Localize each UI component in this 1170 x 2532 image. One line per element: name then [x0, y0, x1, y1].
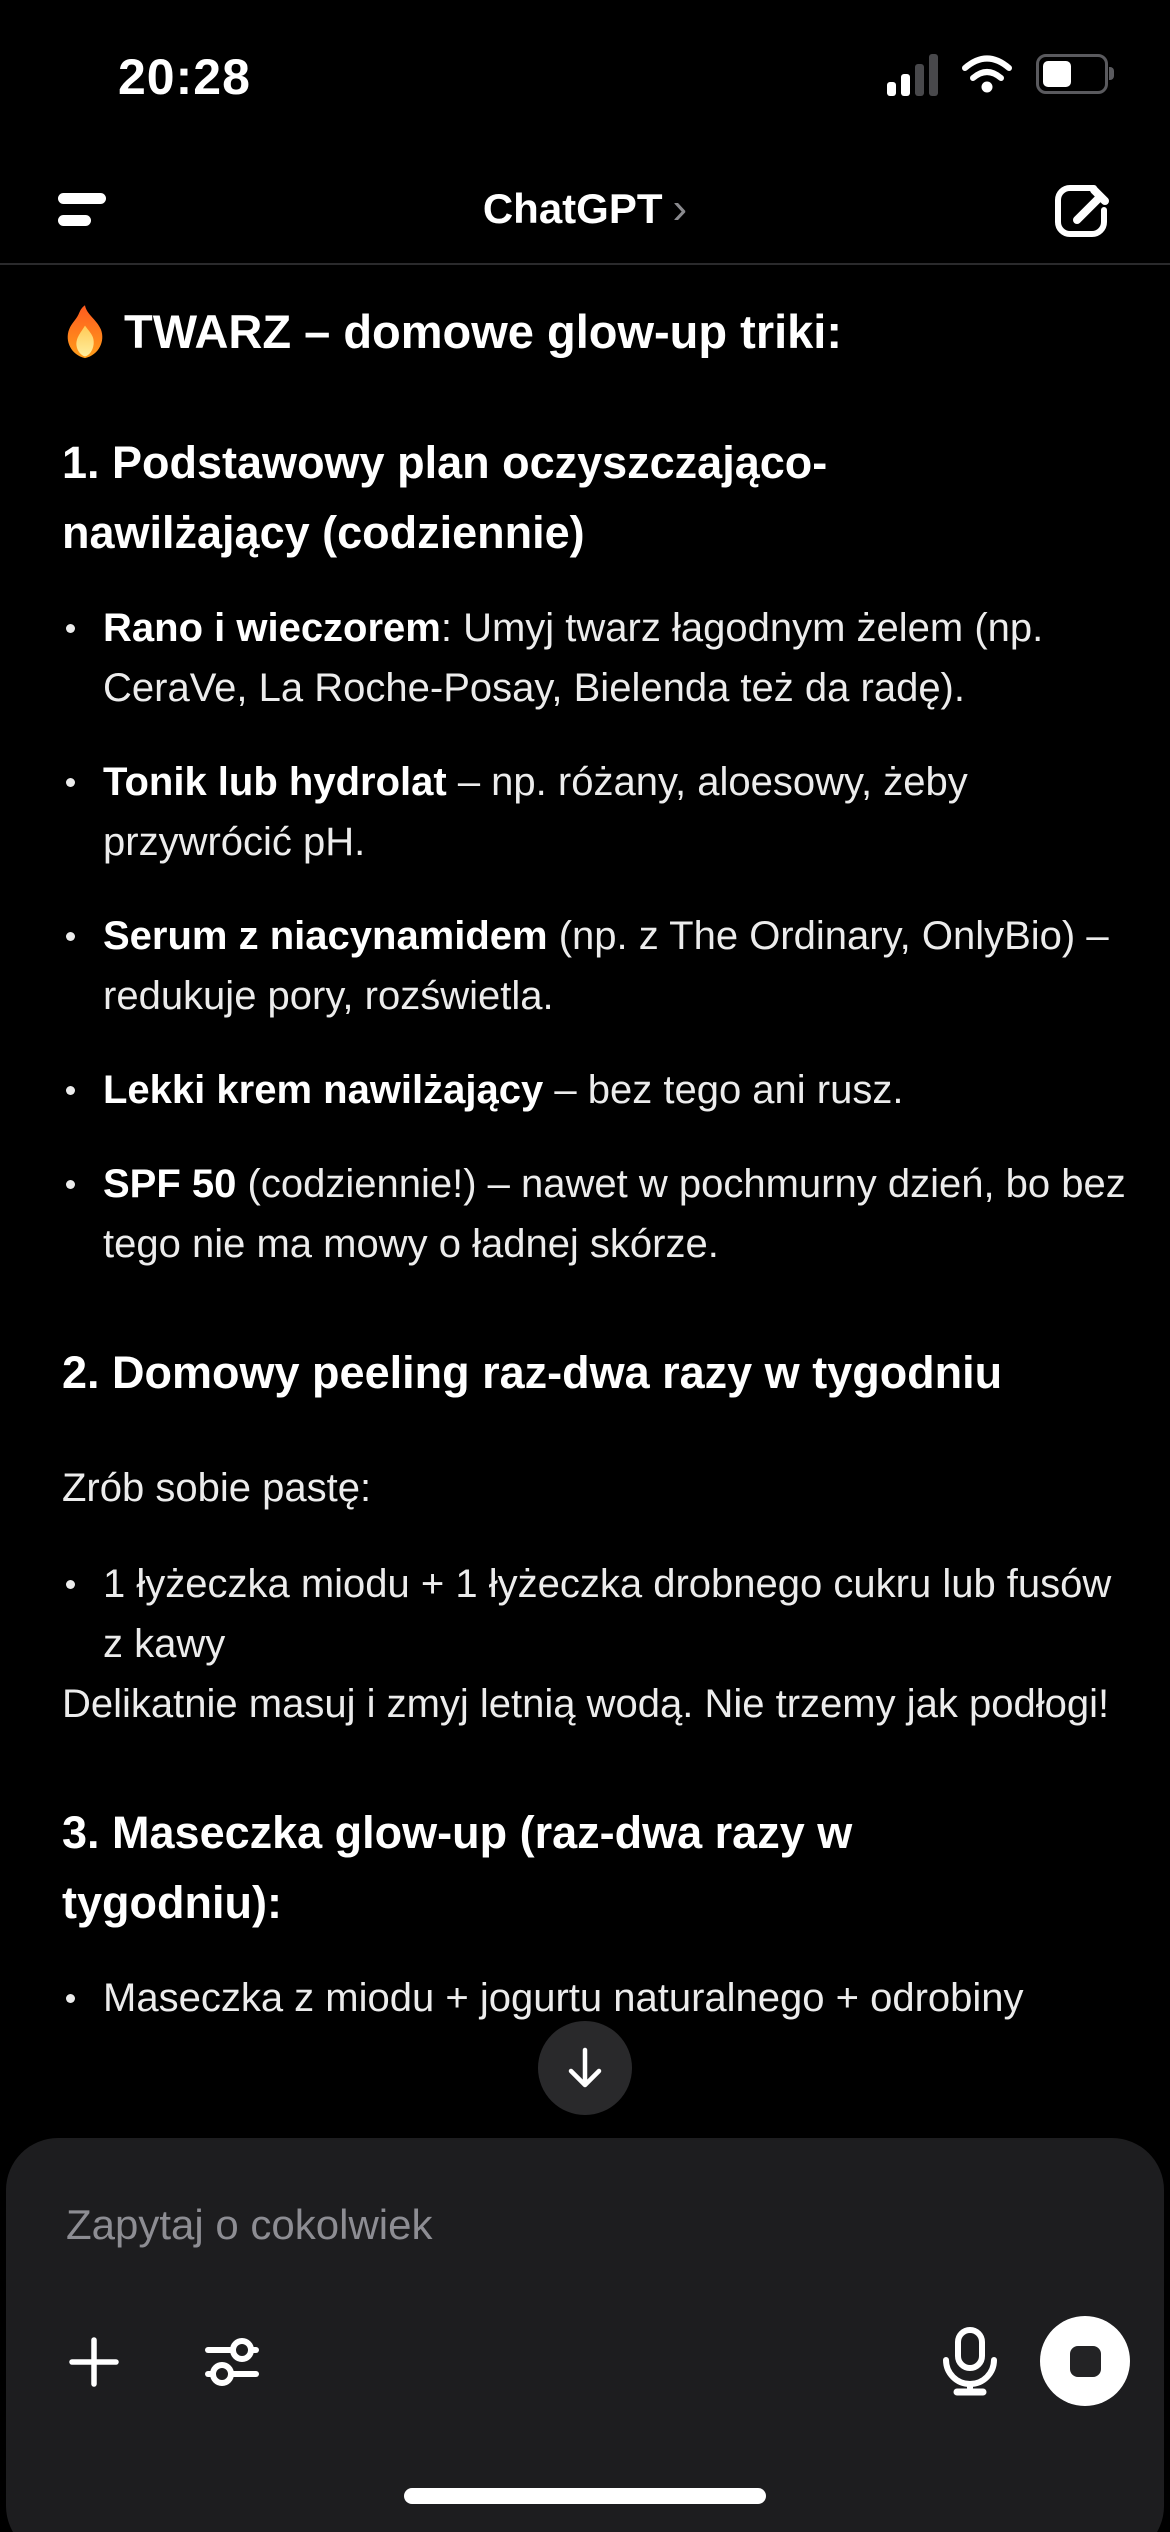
arrow-down-icon — [563, 2044, 607, 2092]
app-header — [0, 130, 1170, 265]
clock: 20:28 — [118, 49, 251, 105]
list-item: SPF 50 (codziennie!) – nawet w pochmurny dzień, bo bez tego nie ma mowy o ładnej skórze. — [62, 1154, 1126, 1274]
section-heading-3: 3. Maseczka glow-up (raz-dwa razy w tygodniu): — [62, 1807, 853, 1928]
plus-icon — [66, 2334, 122, 2390]
wifi-icon — [960, 54, 1014, 94]
scroll-to-bottom-button[interactable] — [538, 2021, 632, 2115]
list-item: Lekki krem nawilżający – bez tego ani rusz. — [62, 1060, 1126, 1120]
stop-generating-button[interactable] — [1040, 2316, 1130, 2406]
status-icons — [887, 52, 1108, 96]
battery-icon — [1036, 54, 1108, 94]
sliders-icon — [202, 2332, 262, 2392]
list-item: Serum z niacynamidem (np. z The Ordinary, OnlyBio) – redukuje pory, rozświetla. — [62, 906, 1126, 1026]
compose-icon — [1044, 174, 1116, 246]
assistant-message — [0, 264, 1170, 2028]
list-item: Rano i wieczorem: Umyj twarz łagodnym żelem (np. CeraVe, La Roche-Posay, Bielenda też da radę). — [62, 598, 1126, 718]
chevron-right-icon: › — [672, 184, 688, 233]
list-item: 1 łyżeczka miodu + 1 łyżeczka drobnego cukru lub fusów z kawy — [62, 1554, 1126, 1674]
home-indicator[interactable] — [404, 2488, 766, 2504]
attach-button[interactable] — [58, 2326, 130, 2398]
bullet-list-2 — [62, 1554, 1126, 1674]
page-title: ChatGPT — [482, 185, 663, 232]
message-composer — [6, 2138, 1164, 2532]
model-selector[interactable] — [0, 184, 1170, 234]
new-chat-button[interactable] — [1044, 174, 1116, 246]
list-item: Tonik lub hydrolat – np. różany, aloesowy, żeby przywrócić pH. — [62, 752, 1126, 872]
chat-input[interactable] — [64, 2200, 1106, 2250]
paragraph: Zrób sobie pastę: — [62, 1466, 372, 1510]
cellular-signal-icon — [887, 52, 938, 96]
bullet-list-1 — [62, 598, 1126, 1274]
tools-button[interactable] — [196, 2326, 268, 2398]
list-item: Maseczka z miodu + jogurtu naturalnego + odrobiny — [62, 1968, 1126, 2028]
section-heading-2: 2. Domowy peeling raz-dwa razy w tygodniu — [62, 1347, 1003, 1398]
dictation-button[interactable] — [934, 2326, 1006, 2398]
microphone-icon — [937, 2326, 1003, 2398]
paragraph: Delikatnie masuj i zmyj letnią wodą. Nie trzemy jak podłogi! — [62, 1682, 1110, 1726]
bullet-list-3 — [62, 1968, 1126, 2028]
status-bar — [0, 0, 1170, 130]
stop-square-icon — [1070, 2346, 1101, 2377]
fire-emoji-icon — [62, 304, 108, 360]
message-title: TWARZ – domowe glow-up triki: — [62, 300, 1126, 364]
section-heading-1: 1. Podstawowy plan oczyszczająco-nawilżający (codziennie) — [62, 437, 828, 558]
